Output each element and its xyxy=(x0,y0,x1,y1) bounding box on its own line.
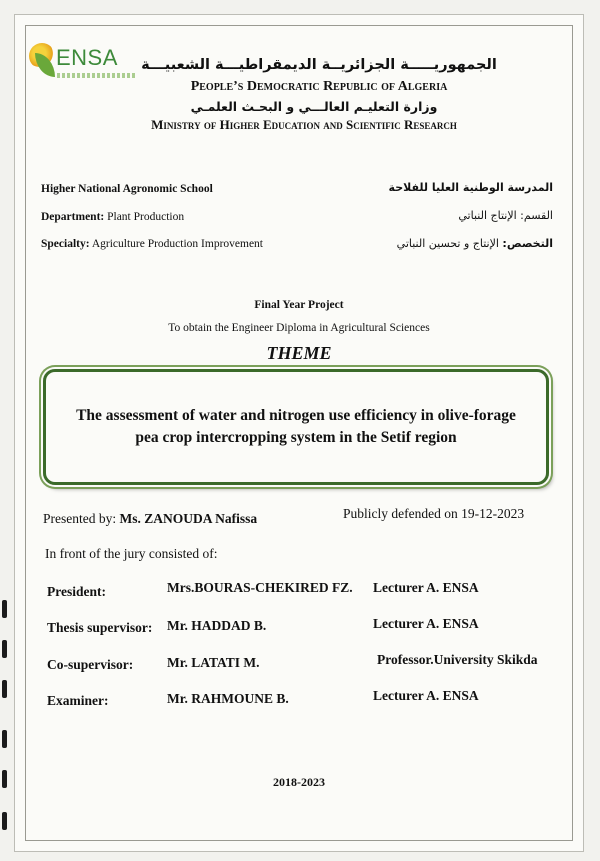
jury-intro: In front of the jury consisted of: xyxy=(45,546,218,561)
arabic-specialty-value: الإنتاج و تحسين النباتي xyxy=(396,237,503,250)
jury-role: President: xyxy=(47,584,106,599)
arabic-republic-heading: الجمهوريـــــة الجزائريــة الديمقراطيـــة الشعبيـــة xyxy=(141,57,497,73)
jury-role: Examiner: xyxy=(47,693,109,708)
presenter-line xyxy=(43,511,257,527)
binding-hole xyxy=(2,640,7,658)
jury-position: Lecturer A. ENSA xyxy=(373,616,479,631)
ministry-heading: Ministry of Higher Education and Scientific Research xyxy=(151,117,457,132)
department-line xyxy=(41,211,184,223)
defense-date: Publicly defended on 19-12-2023 xyxy=(343,506,525,521)
binding-holes xyxy=(2,600,8,840)
logo-text: ENSA xyxy=(56,45,118,70)
jury-role: Thesis supervisor: xyxy=(47,620,153,635)
department-label: Department: xyxy=(41,211,105,223)
jury-member-name: Mr. RAHMOUNE B. xyxy=(167,691,289,706)
arabic-department: القسم: الإنتاج النباتي xyxy=(458,209,553,222)
jury-position: Professor.University Skikda xyxy=(377,652,538,667)
thesis-title: The assessment of water and nitrogen use efficiency in olive-forage pea crop intercropping system in the Setif region xyxy=(76,406,516,446)
jury-member-name: Mr. HADDAD B. xyxy=(167,618,267,633)
project-aim: To obtain the Engineer Diploma in Agricultural Sciences xyxy=(168,322,430,334)
title-box xyxy=(43,369,549,485)
binding-hole xyxy=(2,730,7,748)
binding-hole xyxy=(2,680,7,698)
arabic-school-name: المدرسة الوطنية العليا للفلاحة xyxy=(388,181,553,194)
logo-subtitle-lines xyxy=(57,73,135,78)
academic-years: 2018-2023 xyxy=(273,775,325,789)
republic-heading: People’s Democratic Republic of Algeria xyxy=(190,79,448,94)
department-value: Plant Production xyxy=(107,211,185,223)
jury-member-name: Mr. LATATI M. xyxy=(167,655,260,670)
arabic-ministry-heading: وزارة التعليـم العالـــي و البحـث العلمـي xyxy=(190,99,438,114)
binding-hole xyxy=(2,812,7,830)
specialty-line xyxy=(41,238,263,250)
arabic-specialty-label: التخصص: xyxy=(502,237,553,250)
project-type: Final Year Project xyxy=(254,299,344,311)
jury-member-name: Mrs.BOURAS-CHEKIRED FZ. xyxy=(167,580,353,595)
jury-position: Lecturer A. ENSA xyxy=(373,580,479,595)
school-name: Higher National Agronomic School xyxy=(41,183,213,195)
specialty-value: Agriculture Production Improvement xyxy=(91,238,263,250)
binding-hole xyxy=(2,600,7,618)
presented-by-label: Presented by: xyxy=(43,511,117,526)
binding-hole xyxy=(2,770,7,788)
jury-role: Co-supervisor: xyxy=(47,657,134,672)
specialty-label: Specialty: xyxy=(41,238,90,250)
jury-position: Lecturer A. ENSA xyxy=(373,688,479,703)
arabic-specialty-line xyxy=(397,237,553,250)
presenter-name: Ms. ZANOUDA Nafissa xyxy=(119,511,258,526)
thesis-cover-page xyxy=(14,14,584,852)
theme-label: THEME xyxy=(266,343,332,363)
